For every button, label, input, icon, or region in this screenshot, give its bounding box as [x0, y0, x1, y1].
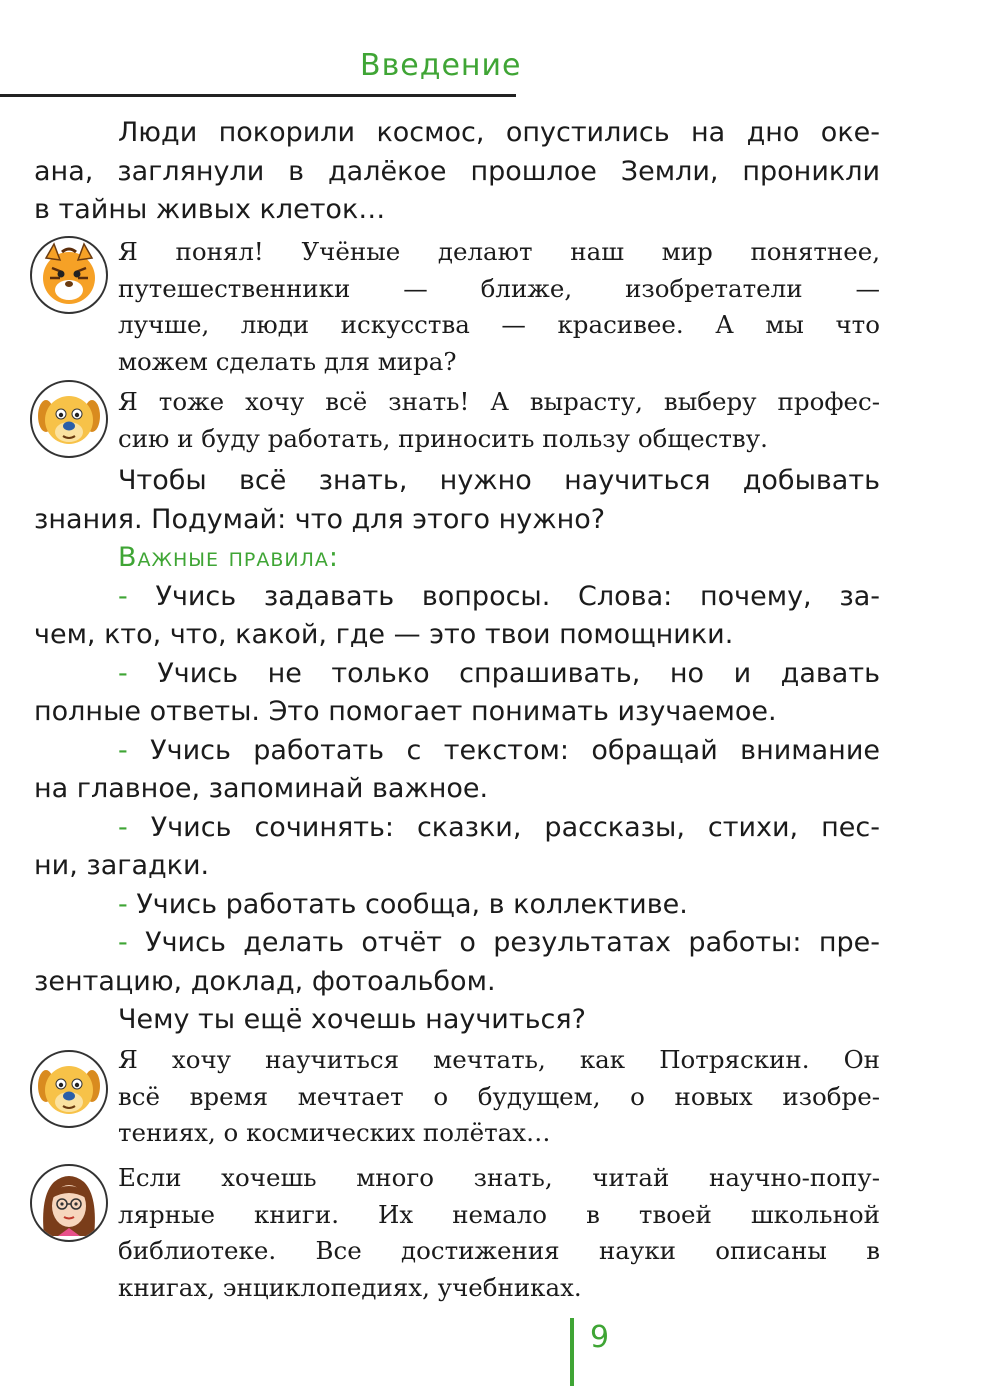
puppy-avatar [30, 1050, 108, 1128]
rule-text: Учись задавать вопросы. Слова: почему, за- [155, 580, 880, 612]
think-line: знания. Подумай: что для этого нужно? [34, 503, 606, 535]
dialog-line: всё время мечтает о будущем, о новых изобре- [118, 1081, 880, 1111]
rule-dash: - [118, 888, 128, 920]
rule-first-line [34, 655, 880, 694]
puppy-icon [32, 382, 106, 456]
dialog-line: Я понял! Учёные делают наш мир понятнее, [118, 237, 880, 266]
rule-line: зентацию, доклад, фотоальбом. [34, 965, 496, 997]
rule-line: на главное, запоминай важное. [34, 773, 489, 804]
dialog-line: можем сделать для мира? [118, 346, 457, 376]
rule-dash: - [118, 734, 128, 766]
page-header-title: Введение [360, 48, 522, 83]
teacher-icon [32, 1166, 106, 1240]
dialog-line: Я тоже хочу всё знать! А вырасту, выберу профес- [118, 387, 880, 416]
rule-dash: - [118, 811, 128, 843]
dialog-line: путешественники — ближе, изобретатели — [118, 273, 880, 303]
tiger-cub-icon [32, 238, 106, 312]
dialog-line: библиотеке. Все достижения науки описаны в [118, 1236, 880, 1265]
dialog-teacher [118, 1160, 880, 1306]
think-line: Чтобы всё знать, нужно научиться добывать [118, 465, 880, 496]
rule-first-line [34, 924, 880, 963]
think-paragraph [34, 462, 880, 539]
rule-line: чем, кто, что, какой, где — это твои помощники. [34, 619, 734, 650]
intro-line: Люди покорили космос, опустились на дно оке- [118, 117, 880, 148]
rule-dash: - [118, 927, 128, 958]
dialog-line: Если хочешь много знать, читай научно-попу- [118, 1163, 880, 1192]
rule-text: Учись работать сообща, в коллективе. [136, 888, 688, 920]
rule-dash: - [118, 657, 128, 689]
rule-text: Учись работать с текстом: обращай внимание [150, 734, 880, 766]
dialog-line: Я хочу научиться мечтать, как Потряскин. Он [118, 1045, 880, 1074]
rule-line: полные ответы. Это помогает понимать изучаемое. [34, 696, 777, 727]
rule-first-line [34, 886, 880, 925]
tiger-cub-avatar [30, 236, 108, 314]
question-line: Чему ты ещё хочешь научиться? [118, 1004, 586, 1035]
puppy-avatar [30, 380, 108, 458]
dialog-line: книгах, энциклопедиях, учебниках. [118, 1272, 582, 1302]
page-number-bar [570, 1318, 574, 1386]
dialog-line: тениях, о космических полётах… [118, 1118, 551, 1147]
page-number: 9 [590, 1320, 610, 1355]
dialog-line: лучше, люди искусства — красивее. А мы что [118, 310, 880, 339]
intro-line: в тайны живых клеток… [34, 194, 386, 225]
rule-first-line [34, 809, 880, 848]
dialog-puppy [118, 384, 880, 457]
dialog-tiger [118, 234, 880, 380]
header-rule [0, 94, 516, 97]
dialog-line: лярные книги. Их немало в твоей школьной [118, 1199, 880, 1229]
rules-section [34, 539, 880, 1040]
rule-first-line [34, 578, 880, 617]
rule-line: ни, загадки. [34, 850, 210, 881]
dialog-line: сию и буду работать, приносить пользу обществу. [118, 423, 768, 453]
rule-text: Учись сочинять: сказки, рассказы, стихи, пес- [150, 811, 880, 843]
intro-paragraph [34, 114, 880, 230]
teacher-avatar [30, 1164, 108, 1242]
rule-dash: - [118, 580, 128, 612]
puppy-icon [32, 1052, 106, 1126]
rules-heading: Важные правила: [118, 542, 339, 573]
dialog-puppy-dream [118, 1042, 880, 1152]
rule-text: Учись не только спрашивать, но и давать [157, 657, 880, 689]
rule-text: Учись делать отчёт о результатах работы: пре- [145, 927, 880, 958]
rule-first-line [34, 732, 880, 771]
intro-line: ана, заглянули в далёкое прошлое Земли, проникли [34, 155, 880, 187]
